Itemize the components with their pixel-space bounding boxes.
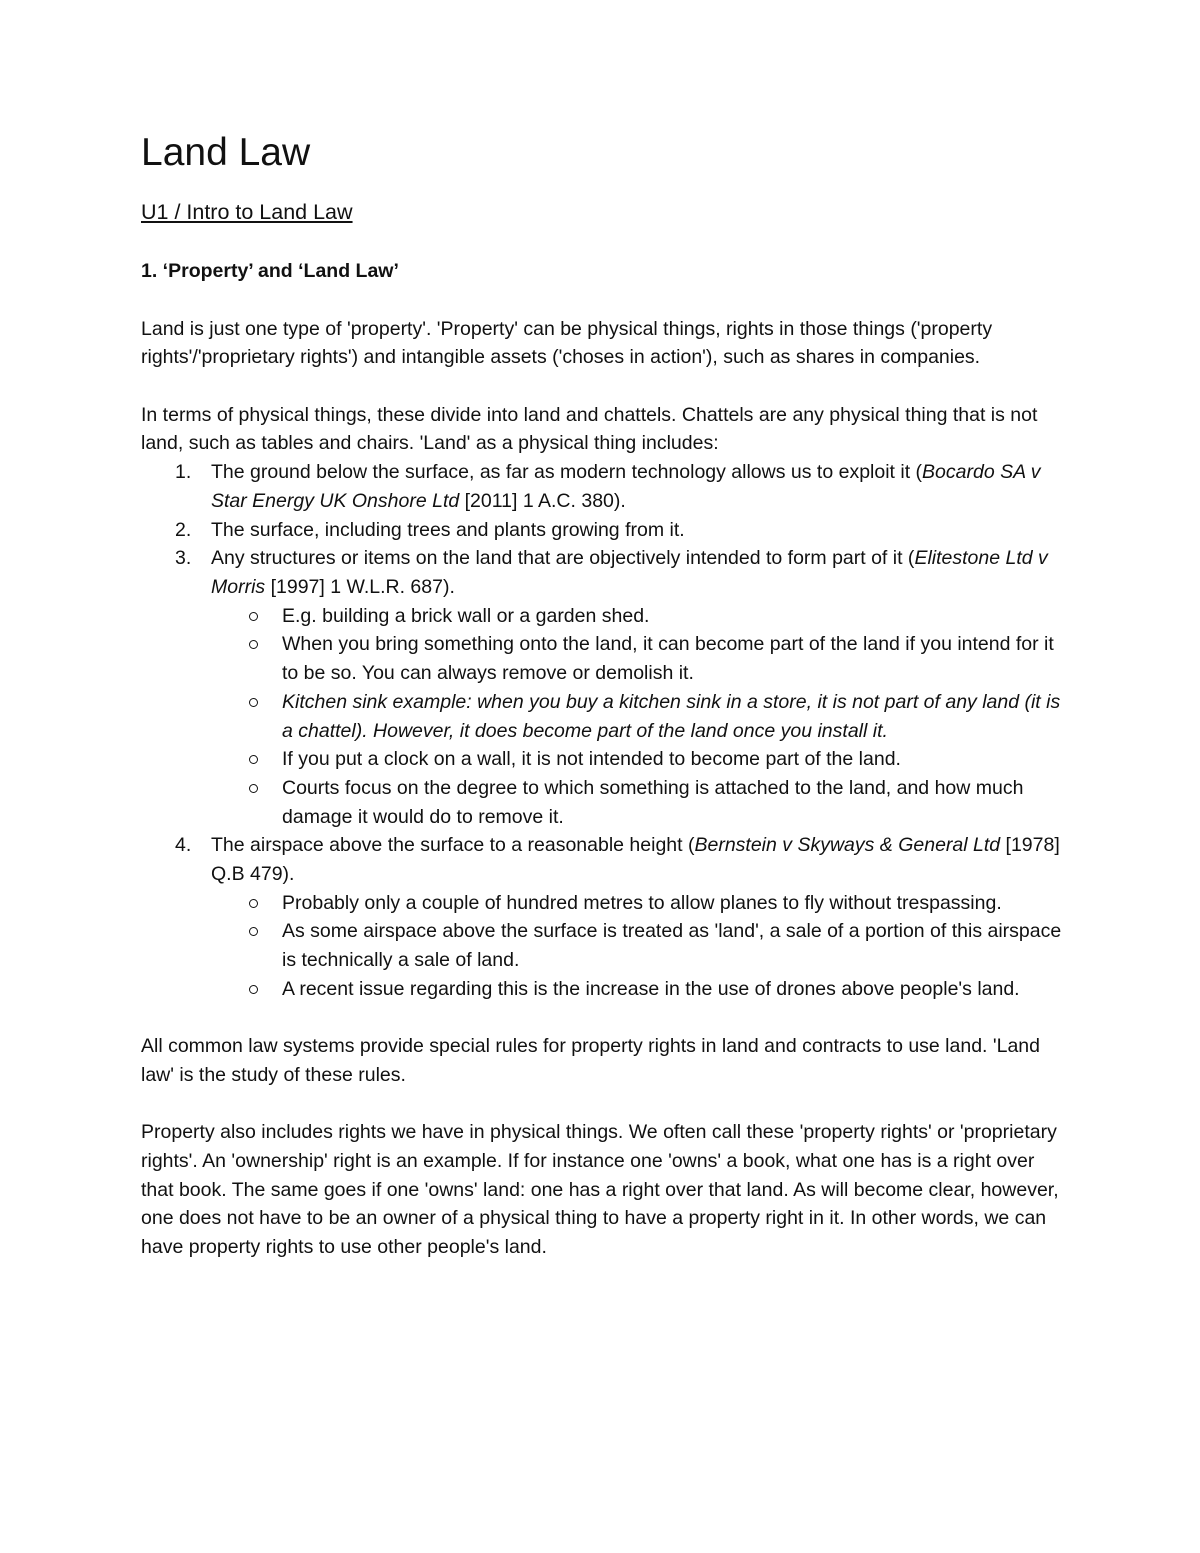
sub-list-item	[141, 889, 1071, 918]
list-number: 3.	[175, 547, 192, 570]
sub-item-text: Kitchen sink example: when you buy a kitchen sink in a store, it is not part of any land (it is a chattel). However, it does become part of the land once you install it.	[282, 690, 1061, 742]
case-name: Bernstein v Skyways & General Ltd	[694, 834, 1001, 857]
unit-heading: U1 / Intro to Land Law	[141, 200, 353, 224]
sub-list-item	[141, 630, 1071, 687]
list-number: 1.	[175, 461, 192, 484]
case-name: Elitestone Ltd v Morris	[211, 547, 1048, 598]
hollow-bullet-icon	[249, 985, 258, 994]
hollow-bullet-icon	[249, 640, 258, 649]
list-item	[141, 458, 1071, 515]
land-includes-list	[141, 458, 1071, 1003]
list-number: 4.	[175, 834, 192, 857]
sub-item-text: Probably only a couple of hundred metres to allow planes to fly without trespassing.	[282, 891, 1002, 914]
list-item-text: The airspace above the surface to a reasonable height (	[211, 834, 695, 857]
hollow-bullet-icon	[249, 784, 258, 793]
list-item	[141, 544, 1071, 831]
paragraph-property-types: Land is just one type of 'property'. 'Property' can be physical things, rights in those things ('property rights'/'proprietary rights') and intangible assets ('choses in action'), such as shares in companies.	[141, 317, 993, 369]
list-item	[141, 831, 1071, 1003]
list-item	[141, 516, 1071, 545]
paragraph-property-rights: Property also includes rights we have in physical things. We often call these 'property rights' or 'proprietary rights'. An 'ownership' right is an example. If for instance one 'owns' a book, what one has is a right over that book. The same goes if one 'owns' land: one has a right over that land. As will become clear, however, one does not have to be an owner of a physical thing to have a property right in it. In other words, we can have property rights to use other people's land.	[141, 1121, 1059, 1259]
sub-item-text: A recent issue regarding this is the increase in the use of drones above people's land.	[282, 977, 1020, 1000]
list-item-text: The surface, including trees and plants growing from it.	[211, 518, 685, 541]
sub-list-item	[141, 774, 1071, 831]
paragraph-common-law: All common law systems provide special rules for property rights in land and contracts to use land. 'Land law' is the study of these rules.	[141, 1035, 1040, 1086]
sub-list	[211, 602, 1071, 832]
document-title: Land Law	[141, 131, 311, 174]
sub-list-item	[141, 745, 1071, 774]
sub-item-text: When you bring something onto the land, it can become part of the land if you intend for it to be so. You can always remove or demolish it.	[282, 633, 1054, 685]
case-citation: [2011] 1 A.C. 380).	[459, 489, 626, 512]
sub-item-text: As some airspace above the surface is treated as 'land', a sale of a portion of this airspace is technically a sale of land.	[282, 920, 1062, 972]
sub-item-text: If you put a clock on a wall, it is not intended to become part of the land.	[282, 748, 901, 771]
sub-list	[211, 889, 1071, 1004]
hollow-bullet-icon	[249, 755, 258, 764]
sub-list-item	[141, 975, 1071, 1004]
sub-item-text: E.g. building a brick wall or a garden shed.	[282, 604, 650, 627]
list-number: 2.	[175, 518, 192, 541]
case-citation: [1978] Q.B 479).	[211, 834, 1060, 886]
section-heading: 1. ‘Property’ and ‘Land Law’	[141, 260, 399, 282]
paragraph-physical-things: In terms of physical things, these divide into land and chattels. Chattels are any physical thing that is not land, such as tables and chairs. 'Land' as a physical thing includes:	[141, 403, 1038, 455]
hollow-bullet-icon	[249, 927, 258, 936]
sub-list-item	[141, 917, 1071, 974]
hollow-bullet-icon	[249, 612, 258, 621]
sub-list-item	[141, 602, 1071, 631]
sub-list-item	[141, 688, 1071, 745]
hollow-bullet-icon	[249, 899, 258, 908]
list-item-text: The ground below the surface, as far as modern technology allows us to exploit it (	[211, 461, 923, 484]
list-item-text: Any structures or items on the land that are objectively intended to form part of it (	[211, 547, 915, 570]
case-name: Bocardo SA v Star Energy UK Onshore Ltd	[211, 461, 1041, 512]
case-citation: [1997] 1 W.L.R. 687).	[265, 576, 455, 598]
sub-item-text: Courts focus on the degree to which something is attached to the land, and how much damage it would do to remove it.	[282, 776, 1024, 828]
document-page	[141, 131, 1071, 1262]
hollow-bullet-icon	[249, 698, 258, 707]
